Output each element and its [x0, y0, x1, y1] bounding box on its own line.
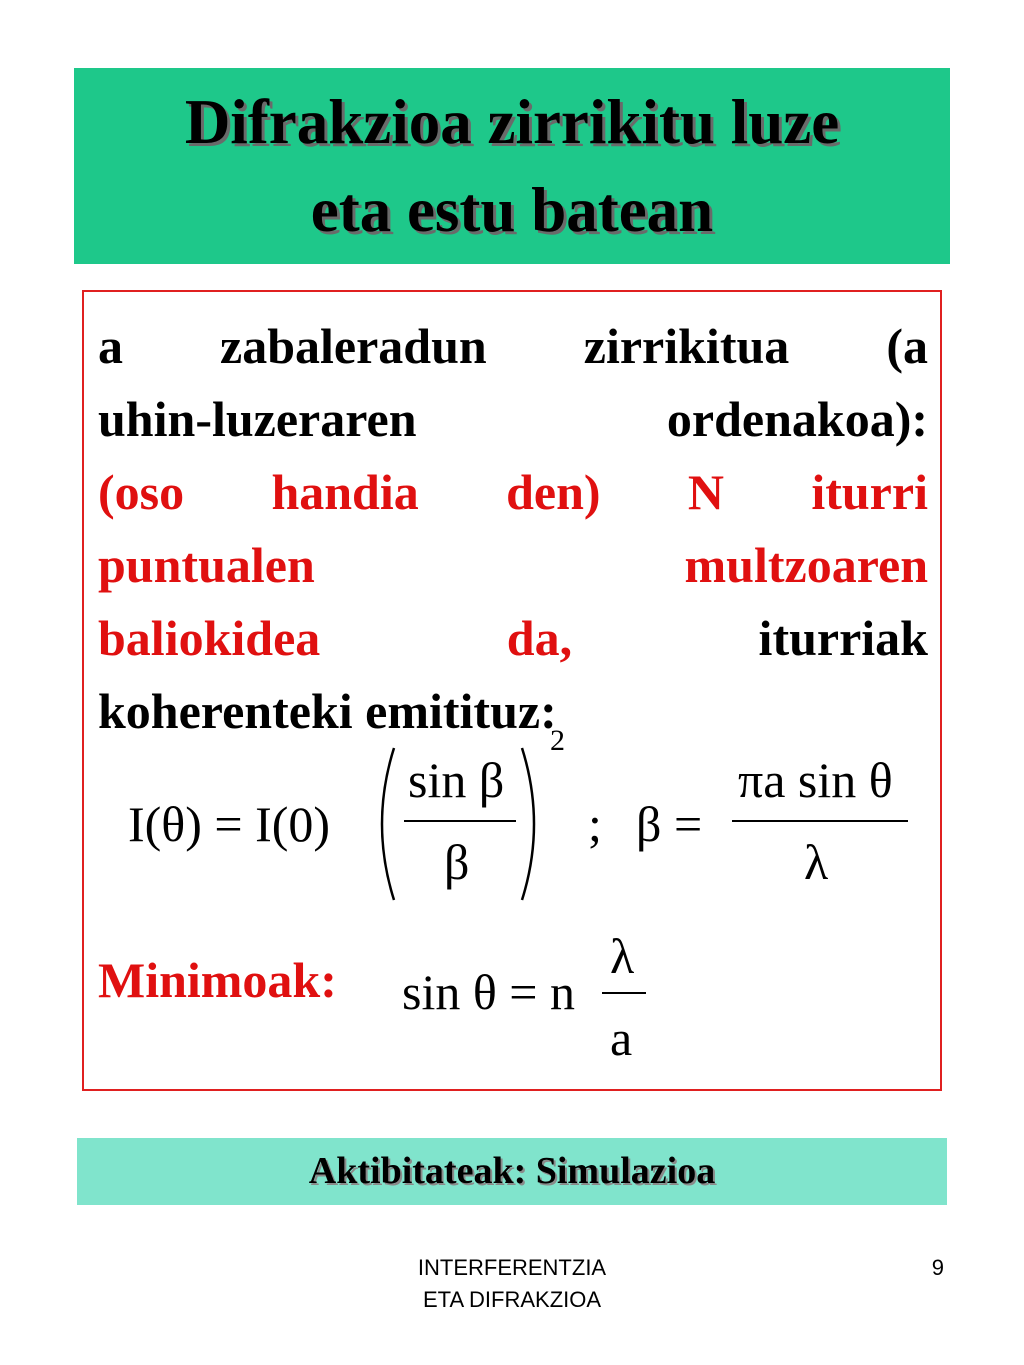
word: ordenakoa):	[666, 391, 928, 447]
fraction-numerator: sin β	[408, 752, 505, 808]
page-number: 9	[931, 1255, 944, 1280]
minima-denominator: a	[610, 1010, 633, 1066]
right-paren-icon	[518, 744, 548, 904]
paragraph-row-4	[98, 529, 928, 602]
paragraph-row-5	[98, 602, 928, 675]
paragraph-row-3	[98, 456, 928, 529]
word: multzoaren	[684, 537, 928, 593]
fraction-bar	[404, 820, 516, 822]
title-line-1: Difrakzioa zirrikitu luze	[184, 87, 840, 157]
word: zabaleradun	[220, 318, 487, 374]
content-box	[82, 290, 942, 1091]
word: N	[687, 464, 724, 520]
beta-fraction-bar	[732, 820, 908, 822]
paragraph-row-1	[98, 310, 928, 383]
word: (a	[886, 318, 928, 374]
footer-title	[380, 1252, 644, 1316]
word: uhin-luzeraren	[98, 391, 417, 447]
description-paragraph	[98, 310, 928, 748]
beta-denominator: λ	[804, 834, 829, 890]
exponent: 2	[550, 724, 565, 757]
word: iturri	[811, 464, 928, 520]
left-paren-icon	[368, 744, 398, 904]
title-line-2: eta estu batean	[310, 175, 714, 245]
equation-lhs: I(θ) = I(0)	[128, 796, 331, 852]
word: handia	[271, 464, 419, 520]
intensity-equation	[98, 724, 928, 912]
beta-lhs: β =	[636, 796, 703, 852]
minima-numerator: λ	[610, 928, 635, 984]
minima-lhs: sin θ = n	[402, 964, 575, 1020]
equation-separator: ;	[588, 796, 602, 852]
title-banner	[74, 68, 950, 264]
beta-numerator: πa sin θ	[738, 752, 893, 808]
word: zirrikitua	[583, 318, 790, 374]
footer-line-2: ETA DIFRAKZIOA	[422, 1287, 602, 1312]
word: baliokidea	[98, 610, 321, 666]
word: (oso	[98, 464, 185, 520]
word: a	[98, 318, 123, 374]
word: den)	[506, 464, 601, 520]
footer-line-1: INTERFERENTZIA	[417, 1255, 607, 1280]
fraction-denominator: β	[444, 834, 470, 890]
activity-link-box[interactable]	[77, 1138, 947, 1205]
paragraph-row-2	[98, 383, 928, 456]
word: iturriak	[758, 610, 928, 666]
word: puntualen	[98, 537, 315, 593]
word: koherenteki emitituz:	[98, 683, 557, 739]
minima-fraction-bar	[602, 992, 646, 994]
minima-label: Minimoak:	[98, 952, 337, 1008]
word: da,	[506, 610, 573, 666]
activity-label[interactable]: Aktibitateak: Simulazioa	[308, 1150, 716, 1192]
